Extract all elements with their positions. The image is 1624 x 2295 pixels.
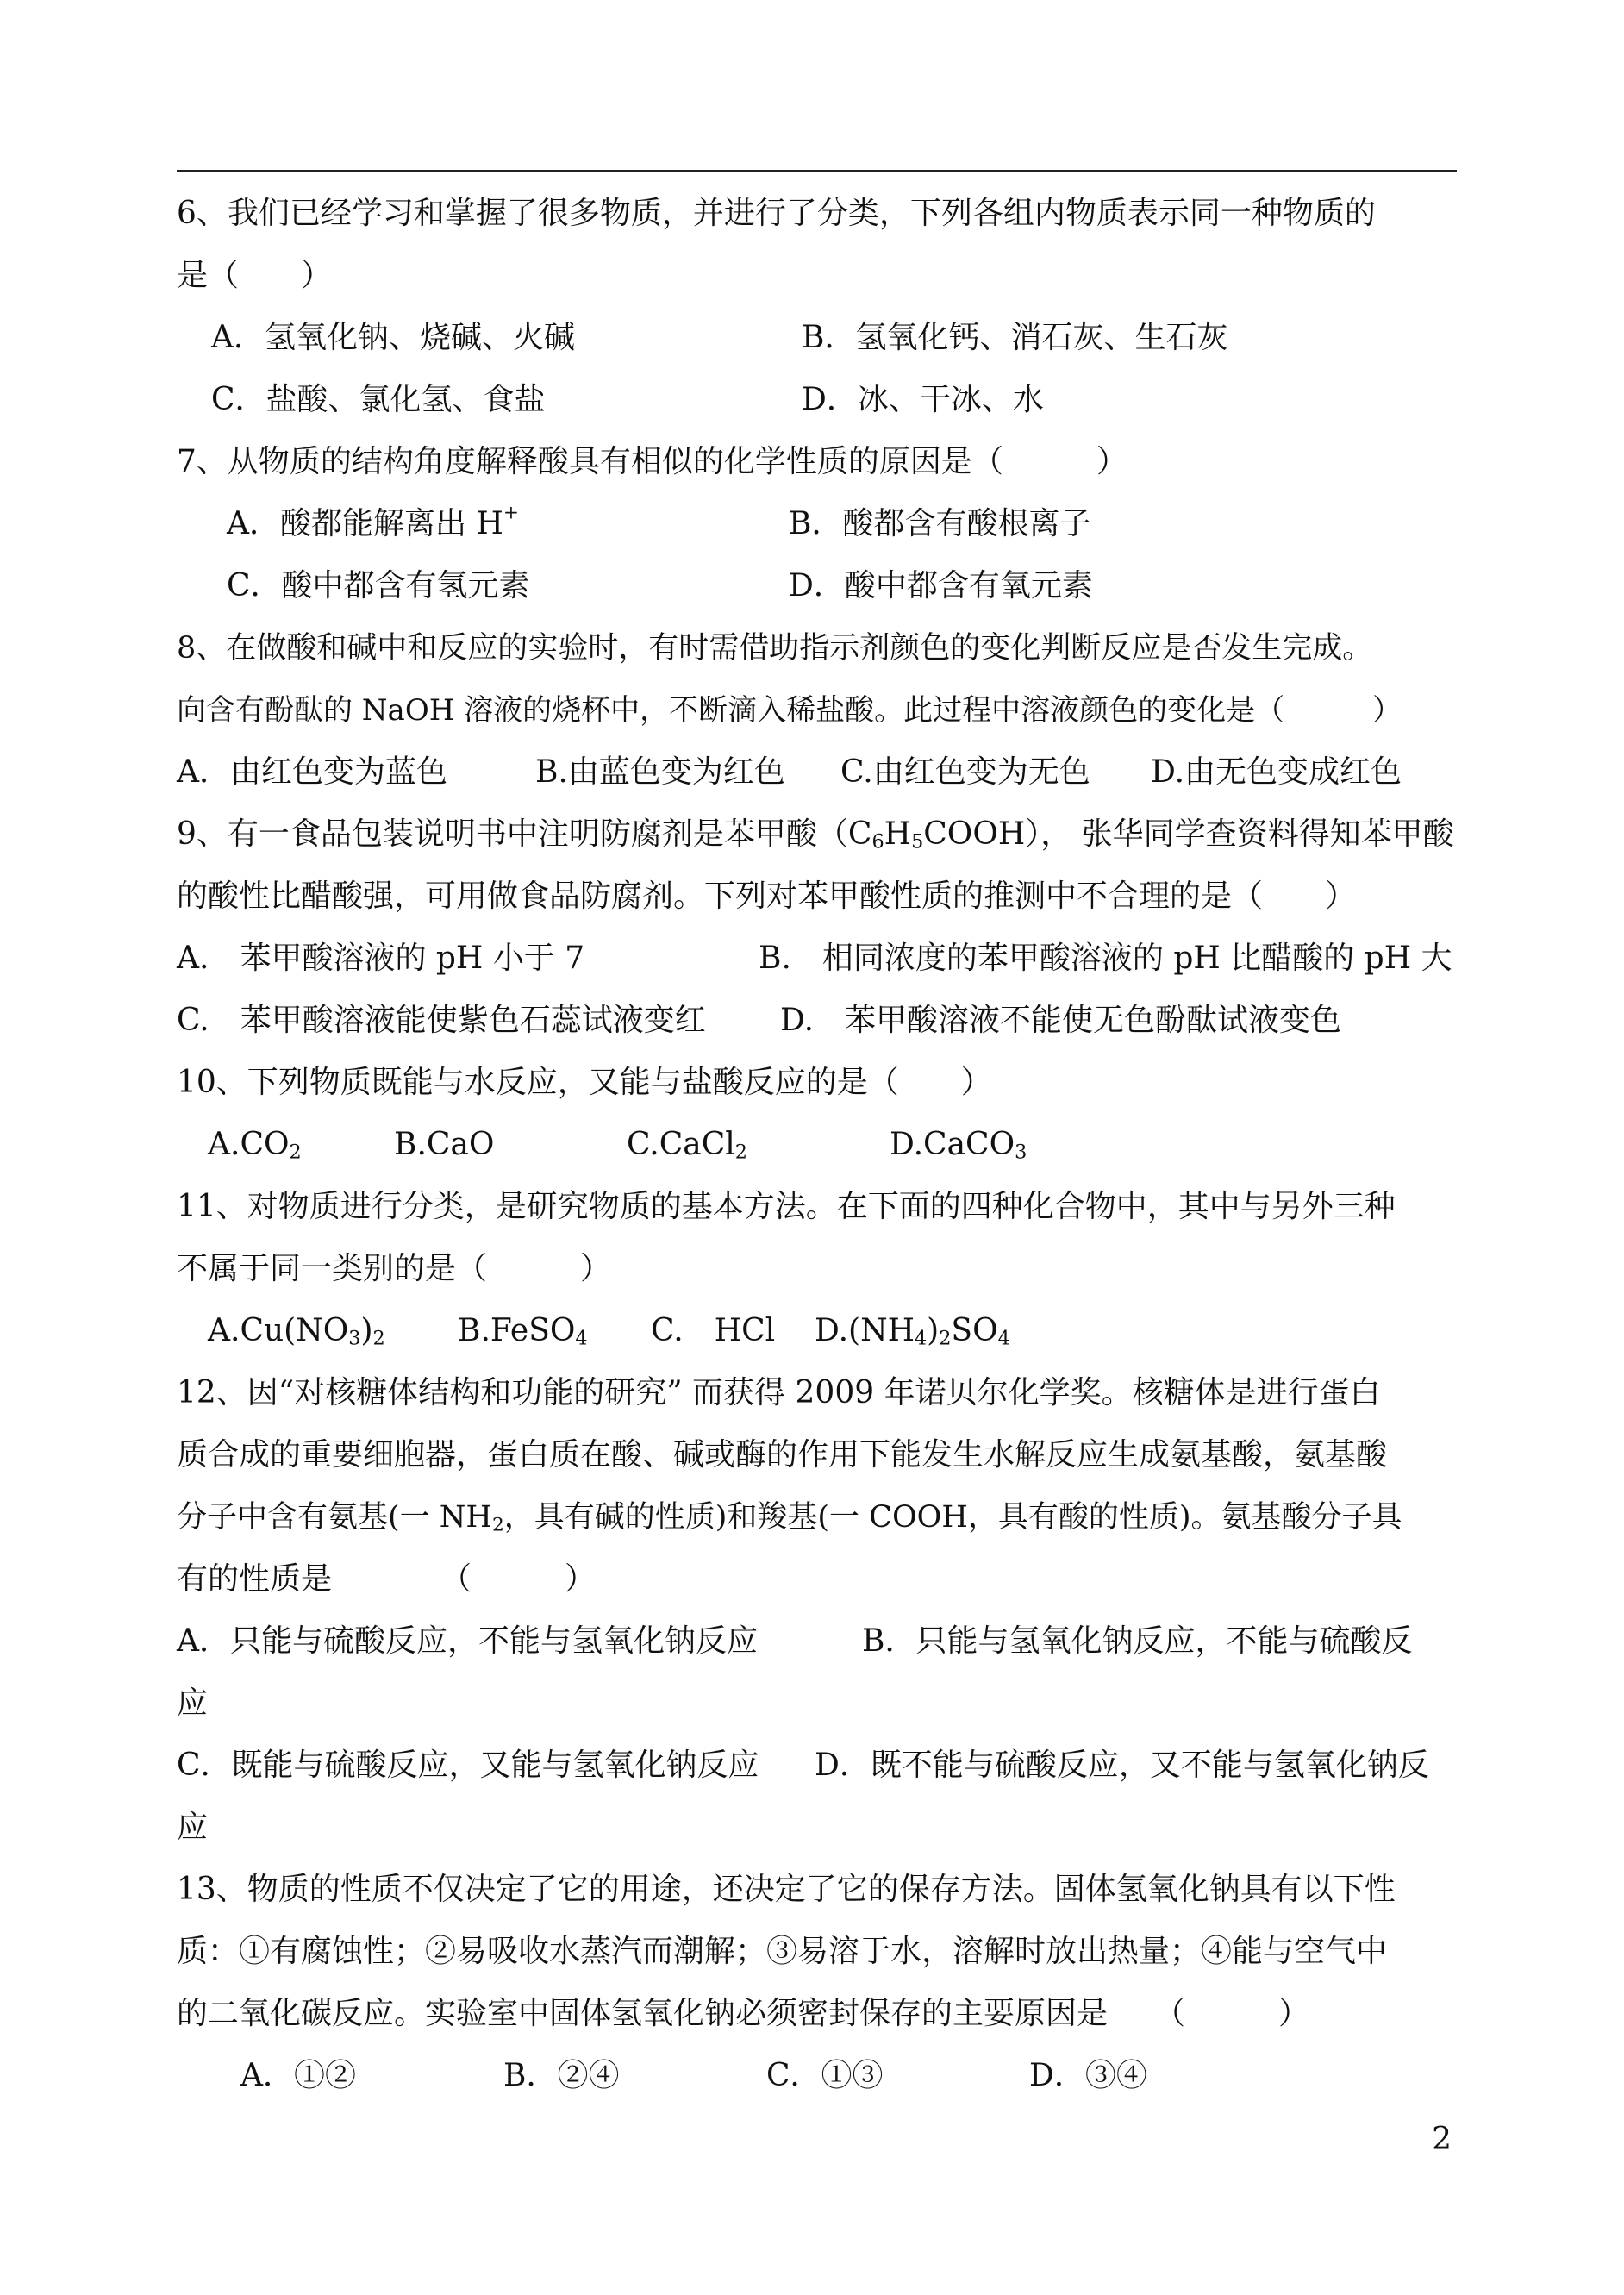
page-number: 2 (1432, 2122, 1452, 2157)
q11-option-d-sub-2: 2 (939, 1327, 952, 1350)
question-list (177, 183, 1457, 2107)
q11-option-d-so: SO (951, 1313, 998, 1348)
q7-option-a (227, 493, 789, 555)
q12-options-row-2 (177, 1735, 1457, 1797)
q13-stem-line-2: 质：①有腐蚀性；②易吸收水蒸汽而潮解；③易溶于水，溶解时放出热量；④能与空气中 (177, 1934, 1388, 1969)
q11-options-row (177, 1300, 1457, 1362)
q10-option-c-text: C.CaCl (627, 1127, 735, 1162)
q12-option-b-line-1: B．只能与氢氧化钠反应，不能与硫酸反 (862, 1623, 1413, 1659)
q10-option-c-sub: 2 (734, 1141, 747, 1164)
q11-option-c: C. HCl (651, 1313, 776, 1348)
q8-options-row (177, 741, 1457, 804)
q12-stem-line-4: 有的性质是 （ ） (177, 1561, 597, 1597)
q9-option-c: C. 苯甲酸溶液能使紫色石蕊试液变红 (177, 1003, 706, 1038)
q11-option-d-sub-1: 4 (914, 1327, 928, 1350)
q12-stem-3-sub: 2 (491, 1514, 504, 1536)
q12-stem-3-pre: 分子中含有氨基(一 NH (177, 1500, 492, 1535)
q12-option-c: C．既能与硫酸反应，又能与氢氧化钠反应 (177, 1748, 759, 1783)
q11-option-d (815, 1300, 1010, 1362)
q9-option-a: A. 苯甲酸溶液的 pH 小于 7 (177, 941, 585, 976)
q11-option-b-sub: 4 (575, 1327, 588, 1350)
q9-stem-line-1 (177, 804, 1457, 866)
q12-stem-line-3 (177, 1486, 1457, 1548)
q7-option-c: C．酸中都含有氢元素 (227, 568, 530, 603)
q11-option-d-text: D.(NH (815, 1313, 915, 1348)
question-11 (177, 1176, 1457, 1362)
q6-stem-line-2: 是（ ） (177, 258, 333, 293)
q13-option-d: D．③④ (1029, 2058, 1147, 2093)
q8-stem-line-2: 向含有酚酞的 NaOH 溶液的烧杯中，不断滴入稀盐酸。此过程中溶液颜色的变化是（ ） (177, 693, 1402, 728)
q12-options-row-1 (177, 1610, 1457, 1673)
q13-options-row (177, 2045, 1457, 2107)
q13-option-a: A．①② (240, 2058, 356, 2093)
question-7 (177, 431, 1457, 617)
q9-stem-sub-1: 6 (871, 830, 884, 854)
q8-option-b: B.由蓝色变为红色 (535, 754, 785, 790)
q11-option-a-text: A.Cu(NO (208, 1313, 349, 1348)
q12-stem-line-2: 质合成的重要细胞器，蛋白质在酸、碱或酶的作用下能发生水解反应生成氨基酸，氨基酸 (177, 1437, 1388, 1473)
q6-stem-line-1: 6、我们已经学习和掌握了很多物质，并进行了分类，下列各组内物质表示同一种物质的 (177, 196, 1376, 231)
q6-option-a: A．氢氧化钠、烧碱、火碱 (211, 320, 575, 355)
q10-option-d-sub: 3 (1015, 1141, 1027, 1164)
q11-option-a-sub-2: 2 (372, 1327, 385, 1350)
q13-option-c: C．①③ (766, 2058, 884, 2093)
q7-options-row-2 (177, 555, 1457, 617)
q11-stem-line-1: 11、对物质进行分类，是研究物质的基本方法。在下面的四种化合物中，其中与另外三种 (177, 1189, 1396, 1224)
q9-stem-line-2: 的酸性比醋酸强，可用做食品防腐剂。下列对苯甲酸性质的推测中不合理的是（ ） (177, 879, 1357, 914)
q9-stem-sub-2: 5 (911, 830, 924, 854)
q13-option-b: B．②④ (503, 2058, 620, 2093)
header-rule (177, 170, 1457, 172)
q7-option-b: B．酸都含有酸根离子 (789, 506, 1091, 541)
q12-stem-line-1: 12、因“对核糖体结构和功能的研究” 而获得 2009 年诺贝尔化学奖。核糖体是进行蛋白 (177, 1375, 1381, 1410)
q11-option-b (458, 1300, 651, 1362)
q10-option-c (627, 1114, 890, 1176)
q10-option-b: B.CaO (394, 1127, 495, 1162)
q11-option-b-text: B.FeSO (458, 1313, 576, 1348)
q9-options-row-2 (177, 990, 1457, 1052)
q7-option-d: D．酸中都含有氧元素 (789, 568, 1093, 603)
q12-option-d-line-1: D．既不能与硫酸反应，又不能与氢氧化钠反 (815, 1748, 1429, 1783)
q6-options-row-1 (177, 307, 1457, 369)
q11-option-a-close: ) (360, 1313, 373, 1348)
q12-option-d-line-2: 应 (177, 1810, 209, 1845)
q7-option-a-sup: + (503, 502, 519, 524)
q6-options-row-2 (177, 369, 1457, 431)
q10-option-a-sub: 2 (289, 1141, 302, 1164)
q6-option-b: B．氢氧化钙、消石灰、生石灰 (802, 320, 1228, 355)
q13-stem-line-3: 的二氧化碳反应。实验室中固体氢氧化钠必须密封保存的主要原因是 （ ） (177, 1996, 1310, 2031)
q11-option-d-sub-3: 4 (997, 1327, 1010, 1350)
q9-stem-pre: 9、有一食品包装说明书中注明防腐剂是苯甲酸（C (177, 816, 872, 852)
q11-stem-line-2: 不属于同一类别的是（ ） (177, 1251, 612, 1286)
question-13 (177, 1859, 1457, 2107)
q10-option-a-text: A.CO (208, 1127, 290, 1162)
q10-option-a (208, 1114, 394, 1176)
q9-option-d: D. 苯甲酸溶液不能使无色酚酞试液变色 (780, 1003, 1342, 1038)
q6-option-c: C．盐酸、氯化氢、食盐 (211, 382, 546, 417)
q9-options-row-1 (177, 928, 1457, 990)
q9-stem-h: H (884, 816, 912, 852)
q9-stem-post: COOH）， 张华同学查资料得知苯甲酸 (923, 816, 1454, 852)
q10-option-d-text: D.CaCO (890, 1127, 1015, 1162)
q11-option-a-sub-1: 3 (348, 1327, 361, 1350)
question-10 (177, 1052, 1457, 1176)
q13-stem-line-1: 13、物质的性质不仅决定了它的用途，还决定了它的保存方法。固体氢氧化钠具有以下性 (177, 1872, 1396, 1907)
q8-stem-line-1: 8、在做酸和碱中和反应的实验时，有时需借助指示剂颜色的变化判断反应是否发生完成。 (177, 631, 1373, 666)
question-6 (177, 183, 1457, 431)
q7-option-a-text: A．酸都能解离出 H (227, 506, 503, 541)
q7-options-row-1 (177, 493, 1457, 555)
q7-stem: 7、从物质的结构角度解释酸具有相似的化学性质的原因是（ ） (177, 444, 1127, 479)
q8-option-d: D.由无色变成红色 (1151, 754, 1402, 790)
q9-option-b: B. 相同浓度的苯甲酸溶液的 pH 比醋酸的 pH 大 (759, 941, 1452, 976)
q6-option-d: D．冰、干冰、水 (802, 382, 1044, 417)
q10-options-row (177, 1114, 1457, 1176)
q8-option-c: C.由红色变为无色 (840, 754, 1090, 790)
question-9 (177, 804, 1457, 1052)
q10-stem: 10、下列物质既能与水反应，又能与盐酸反应的是（ ） (177, 1065, 992, 1100)
q12-option-a: A．只能与硫酸反应，不能与氢氧化钠反应 (177, 1623, 758, 1659)
q10-option-d (890, 1114, 1027, 1176)
question-8 (177, 617, 1457, 804)
q8-option-a: A．由红色变为蓝色 (177, 754, 447, 790)
question-12 (177, 1362, 1457, 1859)
q11-option-a (208, 1300, 458, 1362)
q11-option-d-close: ) (927, 1313, 940, 1348)
q12-option-b-line-2: 应 (177, 1685, 209, 1721)
q12-stem-3-post: ，具有碱的性质)和羧基(一 COOH，具有酸的性质)。氨基酸分子具 (503, 1500, 1402, 1535)
